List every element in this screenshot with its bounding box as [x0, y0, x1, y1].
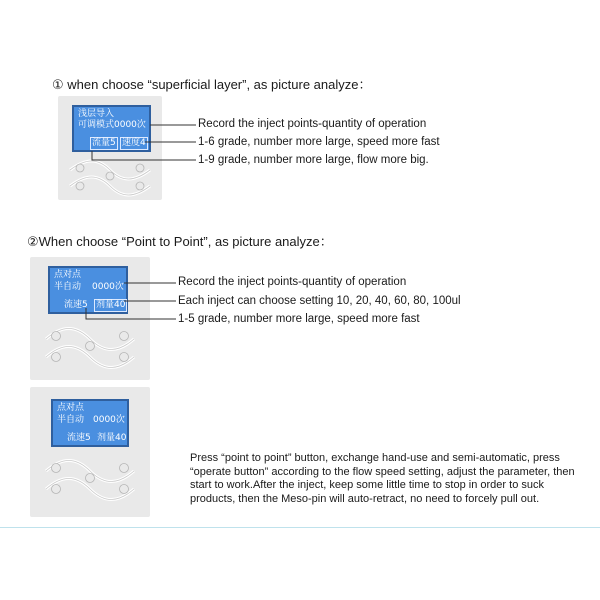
key-button-center: [86, 342, 95, 351]
lcd-count: 0000次: [92, 282, 124, 292]
lcd-title: 浅层导入: [78, 109, 115, 119]
key-button-right-bottom: [120, 353, 129, 362]
lcd-screen-2: [48, 266, 128, 314]
key-button-left-top: [52, 464, 61, 473]
bottom-divider: [0, 527, 600, 528]
key-button-right-bottom: [136, 182, 144, 190]
key-button-left-top: [52, 332, 61, 341]
keypad-3: [30, 453, 150, 509]
lcd-mode-count: 可调模式0000次: [78, 120, 146, 130]
device-panel-2: [30, 257, 150, 380]
device-panel-3: [30, 387, 150, 517]
note-1-2: 1-6 grade, number more large, speed more fast: [198, 136, 440, 148]
key-button-left-bottom: [76, 182, 84, 190]
note-1-3: 1-9 grade, number more large, flow more big.: [198, 154, 429, 166]
lcd-count: 0000次: [93, 415, 125, 425]
lcd-mode: 半自动: [57, 415, 85, 425]
note-2-1: Record the inject points-quantity of operation: [178, 276, 407, 288]
note-1-1: Record the inject points-quantity of operation: [198, 118, 427, 130]
key-button-center: [106, 172, 114, 180]
lcd-dose: 剂量40: [97, 433, 127, 443]
lcd-dose: 剂量40: [96, 300, 126, 310]
lcd-flow: 流量5: [92, 138, 116, 148]
section2-heading: ②When choose “Point to Point”, as picture analyze：: [27, 234, 333, 249]
key-button-right-top: [136, 164, 144, 172]
lcd-flow: 流速5: [64, 300, 88, 310]
lcd-flow: 流速5: [67, 433, 91, 443]
lcd-speed: 速度4: [122, 138, 146, 148]
section1-heading: ① when choose “superficial layer”, as picture analyze：: [52, 77, 372, 92]
key-button-right-top: [120, 332, 129, 341]
lcd-screen-1: [72, 105, 151, 152]
key-button-center: [86, 474, 95, 483]
note-2-2: Each inject can choose setting 10, 20, 40, 60, 80, 100ul: [178, 295, 461, 307]
device-panel-1: [58, 96, 162, 200]
key-button-right-bottom: [120, 485, 129, 494]
instruction-paragraph: Press “point to point” button, exchange hand-use and semi-automatic, press “operate button” according to the flow speed setting, adjust the parameter, then start to work.After the inject, keep some little time to stop in order to suck products, then the Meso-pin will auto-retract, no need to forcely pull out.: [190, 452, 575, 505]
lcd-screen-3: [51, 399, 129, 447]
key-button-right-top: [120, 464, 129, 473]
key-button-left-bottom: [52, 485, 61, 494]
keypad-2: [30, 321, 150, 375]
note-2-3: 1-5 grade, number more large, speed more fast: [178, 313, 420, 325]
lcd-mode: 半自动: [54, 282, 82, 292]
key-button-left-top: [76, 164, 84, 172]
key-button-left-bottom: [52, 353, 61, 362]
keypad-1: [58, 156, 162, 200]
lcd-title: 点对点: [57, 403, 85, 413]
lcd-title: 点对点: [54, 270, 82, 280]
